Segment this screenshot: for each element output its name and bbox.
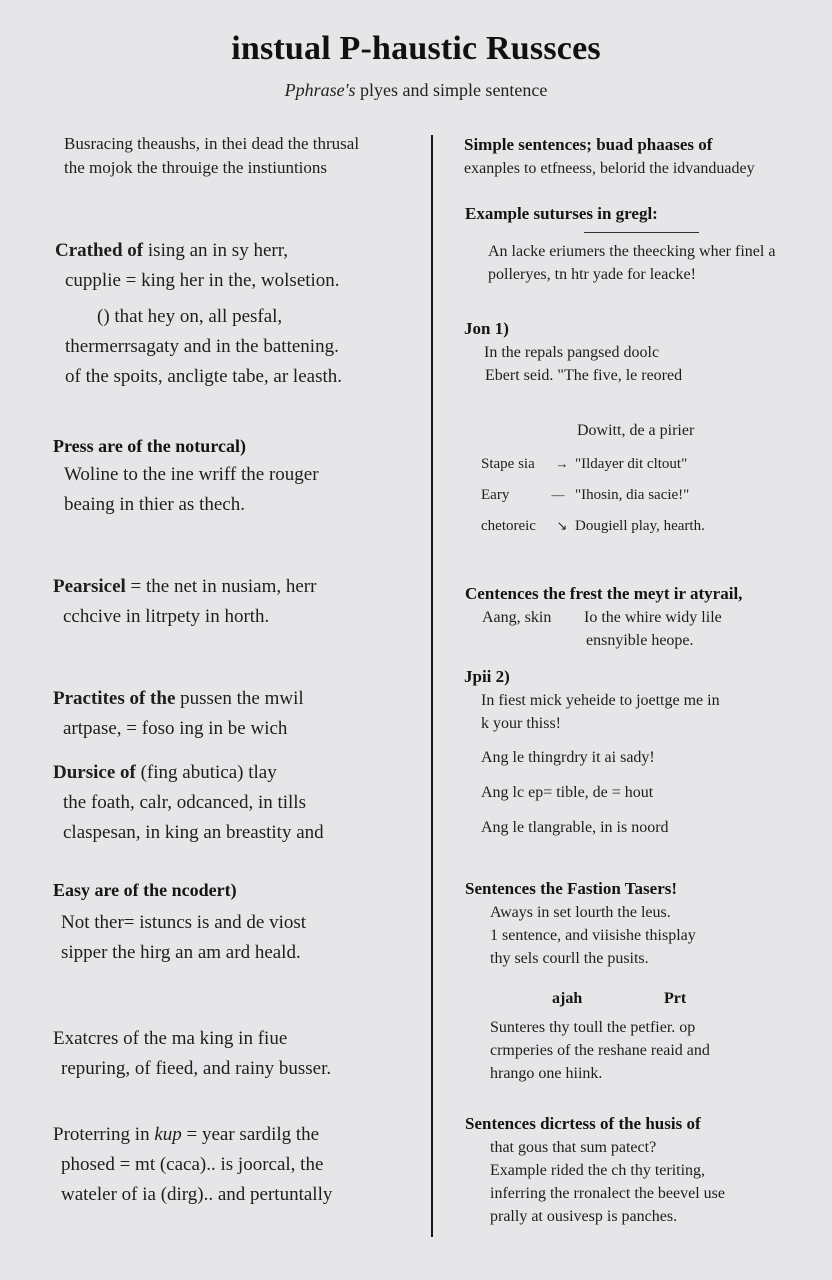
- pair-row: [481, 514, 705, 545]
- section-line: An lacke eriumers the theecking wher finel a: [488, 243, 776, 260]
- pair-right: Dougiell play, hearth.: [575, 518, 705, 534]
- section-line: In fiest mick yeheide to joettge me in: [481, 692, 720, 709]
- section-line: the foath, calr, odcanced, in tills: [63, 792, 306, 813]
- section-line: [53, 572, 316, 602]
- section-line: exanples to etfneess, belorid the idvanduadey: [464, 160, 755, 177]
- section-text: = the net in nusiam, herr: [125, 576, 317, 597]
- section-line: Dowitt, de a pirier: [577, 422, 695, 439]
- left-section-6: [53, 876, 306, 968]
- section-text: (fing abutica) tlay: [135, 762, 277, 783]
- section-line: claspesan, in king an breastity and: [63, 822, 324, 843]
- column-divider: [431, 135, 433, 1237]
- column-label-b: Prt: [664, 990, 687, 1007]
- section-heading: Press are of the noturcal): [53, 436, 246, 456]
- right-jpii-2: [464, 665, 720, 839]
- column-label-a: ajah: [552, 990, 583, 1007]
- section-line: sipper the hirg an am ard heald.: [61, 942, 301, 963]
- left-section-7: [53, 1024, 331, 1084]
- section-line: Example rided the ch thy teriting,: [490, 1162, 706, 1179]
- section-line: phosed = mt (caca).. is joorcal, the: [61, 1154, 324, 1175]
- section-italic: kup: [154, 1124, 182, 1145]
- left-section-1: [55, 236, 342, 392]
- pair-left: Stape sia: [481, 456, 535, 472]
- section-line: Io the whire widy lile: [584, 609, 722, 626]
- section-line: [53, 684, 304, 714]
- left-intro: [64, 132, 359, 180]
- section-heading: Simple sentences; buad phaases of: [464, 135, 713, 154]
- right-section-3: [465, 582, 742, 652]
- section-line: prally at ousivesp is panches.: [490, 1208, 678, 1225]
- right-section-2-body: [488, 240, 775, 286]
- section-line: cchcive in litrpety in horth.: [63, 606, 270, 627]
- intro-line: the mojok the throuige the instiuntions: [64, 158, 328, 177]
- heading-underline: [584, 232, 699, 233]
- pair-left: chetoreic: [481, 518, 536, 534]
- section-line: Not ther= istuncs is and de viost: [61, 912, 307, 933]
- section-line: Aways in set lourth the leus.: [490, 904, 671, 921]
- row-text: [584, 606, 722, 652]
- section-line: crmperies of the reshane reaid and: [490, 1042, 710, 1059]
- page-subtitle: [0, 80, 832, 101]
- right-section-4: [465, 877, 710, 1085]
- left-section-3: [53, 572, 316, 632]
- section-line: [53, 1120, 332, 1150]
- section-text: ising an in sy herr,: [143, 240, 289, 261]
- page-title: instual P-haustic Russces: [231, 30, 601, 67]
- section-line: thermerrsagaty and in the battening.: [65, 336, 339, 357]
- intro-line: Busracing theaushs, in thei dead the thrusal: [64, 134, 360, 153]
- section-line: [55, 236, 342, 266]
- left-section-2: [53, 432, 319, 520]
- section-heading: Jon 1): [464, 319, 509, 338]
- section-heading: Sentences dicrtess of the husis of: [465, 1114, 701, 1133]
- arrow-down-right-icon: ↘: [556, 518, 568, 533]
- right-jon-1-center: [577, 419, 694, 442]
- right-jon-1-pairs: [481, 452, 705, 545]
- section-row: [465, 606, 742, 652]
- pair-row: [481, 452, 705, 483]
- section-line: In the repals pangsed doolc: [484, 344, 660, 361]
- section-line: 1 sentence, and viisishe thisplay: [490, 927, 696, 944]
- section-line: Sunteres thy toull the petfier. op: [490, 1019, 696, 1036]
- list-item: Ang le tlangrable, in is noord: [481, 819, 669, 836]
- section-line: ensnyible heope.: [586, 632, 694, 649]
- section-line: k your thiss!: [481, 715, 561, 732]
- section-line: inferring the rronalect the beevel use: [490, 1185, 725, 1202]
- section-heading: Centences the frest the meyt ir atyrail,: [465, 584, 743, 603]
- section-text: Proterring in: [53, 1124, 155, 1145]
- left-section-8: [53, 1120, 332, 1210]
- pair-row: [481, 483, 705, 514]
- section-heading: Jpii 2): [464, 667, 510, 686]
- section-line: wateler of ia (dirg).. and pertuntally: [61, 1184, 333, 1205]
- section-line: of the spoits, ancligte tabe, ar leasth.: [65, 366, 342, 387]
- subtitle-italic: Pphrase's: [284, 80, 356, 100]
- section-line: Ebert seid. "The five, le reored: [485, 367, 683, 384]
- arrow-right-icon: →: [555, 456, 569, 471]
- section-text: = year sardilg the: [181, 1124, 320, 1145]
- section-bold: Pearsicel: [53, 576, 126, 597]
- section-line: hrango one hiink.: [490, 1065, 603, 1082]
- pair-left: Eary: [481, 487, 510, 503]
- section-line: cupplie = king her in the, wolsetion.: [65, 270, 340, 291]
- section-heading: Example suturses in gregl:: [465, 204, 658, 223]
- section-line: polleryes, tn htr yade for leacke!: [488, 266, 696, 283]
- right-jon-1: [464, 317, 682, 387]
- left-section-4: [53, 684, 304, 744]
- section-line: Exatcres of the ma king in fiue: [53, 1028, 288, 1049]
- section-line: [53, 758, 324, 788]
- right-section-1: [464, 133, 755, 180]
- right-section-2: [465, 202, 658, 226]
- section-text: pussen the mwil: [175, 688, 304, 709]
- section-bold: Crathed of: [55, 240, 144, 261]
- pair-right: "Ildayer dit cltout": [575, 456, 688, 472]
- dash-icon: —: [551, 487, 565, 502]
- left-section-5: [53, 758, 324, 848]
- right-section-5: [465, 1112, 725, 1228]
- column-labels: [465, 987, 710, 1011]
- row-label: Aang, skin: [482, 609, 552, 626]
- section-line: beaing in thier as thech.: [64, 494, 245, 515]
- section-line: () that hey on, all pesfal,: [97, 306, 283, 327]
- section-line: artpase, = foso ing in be wich: [63, 718, 288, 739]
- subtitle-rest: plyes and simple sentence: [355, 80, 548, 100]
- list-item: Ang le thingrdry it ai sady!: [481, 749, 655, 766]
- section-heading: Sentences the Fastion Tasers!: [465, 879, 678, 898]
- section-heading: Easy are of the ncodert): [53, 880, 237, 900]
- section-line: repuring, of fieed, and rainy busser.: [61, 1058, 332, 1079]
- section-bold: Practites of the: [53, 688, 176, 709]
- section-line: thy sels courll the pusits.: [490, 950, 649, 967]
- list-item: Ang lc ep= tible, de = hout: [481, 784, 654, 801]
- pair-right: "Ihosin, dia sacie!": [575, 487, 690, 503]
- section-line: that gous that sum patect?: [490, 1139, 657, 1156]
- section-line: Woline to the ine wriff the rouger: [64, 464, 319, 485]
- section-bold: Dursice of: [53, 762, 136, 783]
